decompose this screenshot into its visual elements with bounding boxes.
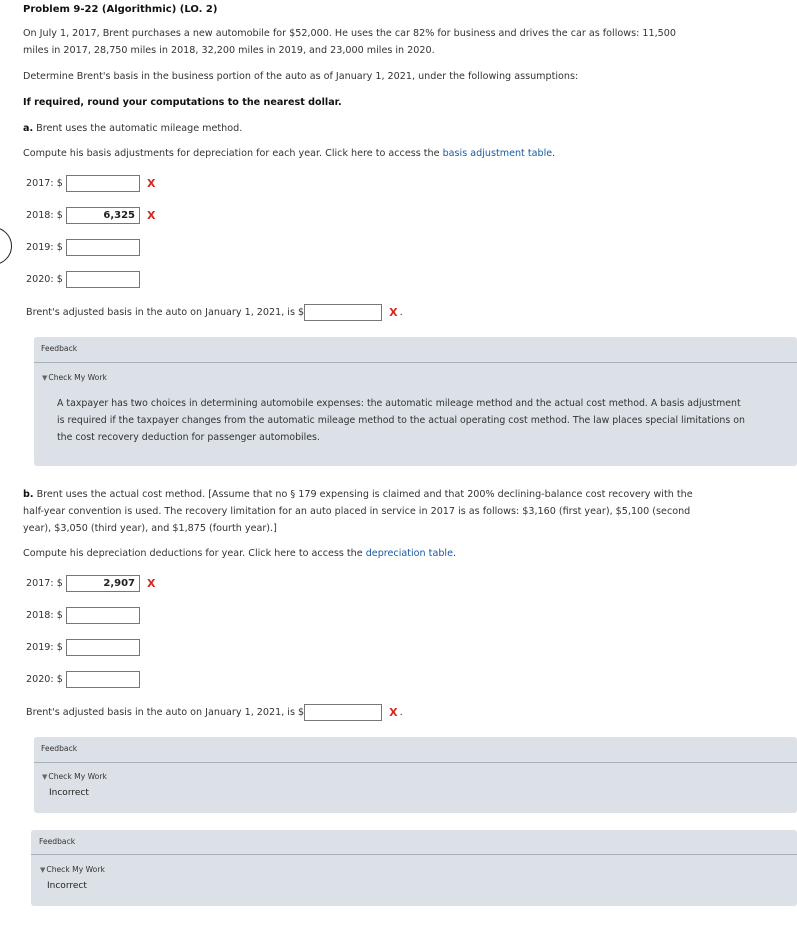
- part-b-row-2018: 2018: $: [26, 605, 140, 625]
- part-a-row-2019: 2019: $: [26, 237, 140, 257]
- triangle-down-icon: ▼: [40, 866, 46, 874]
- feedback-title: Feedback: [41, 744, 78, 753]
- part-a-feedback-panel: [34, 337, 797, 466]
- part-b-feedback-panel-1: [34, 737, 797, 813]
- feedback-title: Feedback: [41, 344, 78, 353]
- incorrect-x-icon: X: [389, 705, 398, 719]
- part-a-2017-input[interactable]: [66, 175, 140, 192]
- check-my-work-toggle[interactable]: ▼Check My Work: [40, 865, 105, 874]
- part-b-2019-input[interactable]: [66, 639, 140, 656]
- part-a-row-2020: 2020: $: [26, 269, 140, 289]
- part-a-2020-input[interactable]: [66, 271, 140, 288]
- incorrect-x-icon: X: [147, 576, 156, 590]
- part-a-heading: a. Brent uses the automatic mileage method.: [23, 123, 243, 134]
- check-my-work-toggle[interactable]: ▼Check My Work: [42, 373, 107, 382]
- depreciation-table-link[interactable]: depreciation table: [365, 548, 453, 559]
- basis-adjustment-table-link[interactable]: basis adjustment table: [442, 148, 553, 159]
- feedback-divider: [31, 854, 797, 855]
- part-b-instruction: Compute his depreciation deductions for year. Click here to access the depreciation table.: [23, 548, 457, 559]
- part-b-heading: b. Brent uses the actual cost method. [Assume that no § 179 expensing is claimed and that 200% declining-balance cost recovery with the half-year convention is used. The recovery limitation for an auto placed in service in 2017 is as follows: $3,160 (first year), $5,100 (second year), $3,050 (third year), and $1,875 (fourth year).]: [23, 489, 693, 534]
- feedback-explanation: A taxpayer has two choices in determining automobile expenses: the automatic mileage method and the actual cost method. A basis adjustment is required if the taxpayer changes from the automatic mileage method to the actual operating cost method. The law places special limitations on the cost recovery deduction for passenger automobiles.: [57, 398, 745, 443]
- part-b-row-2017: 2017: $ 2,907 X: [26, 576, 156, 590]
- part-b-row-2020: 2020: $: [26, 669, 140, 689]
- part-a-instruction: Compute his basis adjustments for depreciation for each year. Click here to access the basis adjustment table.: [23, 148, 556, 159]
- part-a-row-2017: 2017: $ X: [26, 176, 156, 190]
- triangle-down-icon: ▼: [42, 374, 48, 382]
- part-b-adjusted-basis-row: Brent's adjusted basis in the auto on January 1, 2021, is $ X .: [26, 705, 403, 719]
- part-b-2018-input[interactable]: [66, 607, 140, 624]
- check-my-work-toggle[interactable]: ▼Check My Work: [42, 772, 107, 781]
- determine-text: Determine Brent's basis in the business portion of the auto as of January 1, 2021, under the following assumptions:: [23, 71, 579, 82]
- part-a-row-2018: 2018: $ 6,325 X: [26, 208, 156, 222]
- feedback-result: Incorrect: [49, 788, 89, 798]
- incorrect-x-icon: X: [389, 305, 398, 319]
- part-a-adjusted-basis-row: Brent's adjusted basis in the auto on January 1, 2021, is $ X .: [26, 305, 403, 319]
- problem-title: Problem 9-22 (Algorithmic) (LO. 2): [23, 4, 218, 15]
- rounding-note: If required, round your computations to the nearest dollar.: [23, 97, 342, 108]
- triangle-down-icon: ▼: [42, 773, 48, 781]
- part-a-adjusted-basis-input[interactable]: [304, 304, 382, 321]
- part-b-feedback-panel-2: [31, 830, 797, 906]
- incorrect-x-icon: X: [147, 176, 156, 190]
- feedback-divider: [34, 762, 797, 763]
- part-b-row-2019: 2019: $: [26, 637, 140, 657]
- incorrect-x-icon: X: [147, 208, 156, 222]
- problem-intro: On July 1, 2017, Brent purchases a new automobile for $52,000. He uses the car 82% for business and drives the car as follows: 11,500 miles in 2017, 28,750 miles in 2018, 32,200 miles in 2019, and 23,000 miles in 2020.: [23, 28, 676, 56]
- feedback-result: Incorrect: [47, 881, 87, 891]
- feedback-title: Feedback: [39, 837, 76, 846]
- part-b-2020-input[interactable]: [66, 671, 140, 688]
- margin-circle-decoration: [0, 227, 12, 265]
- part-b-adjusted-basis-input[interactable]: [304, 704, 382, 721]
- part-a-2019-input[interactable]: [66, 239, 140, 256]
- feedback-divider: [34, 362, 797, 363]
- part-a-2018-input[interactable]: 6,325: [66, 207, 140, 224]
- part-b-2017-input[interactable]: 2,907: [66, 575, 140, 592]
